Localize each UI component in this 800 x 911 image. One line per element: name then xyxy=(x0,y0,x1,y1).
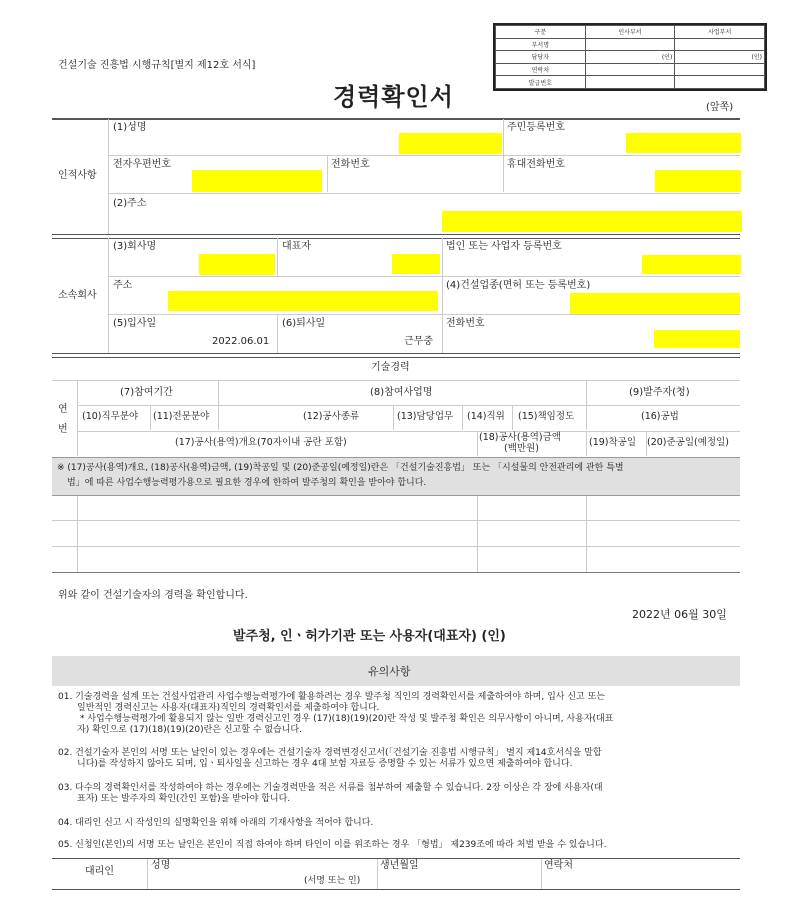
biz-no-label: 법인 또는 사업자 등록번호 xyxy=(446,241,562,252)
mobile-label: 휴대전화번호 xyxy=(507,159,565,170)
company-address-redaction xyxy=(168,291,438,311)
duty-header: (10)직무분야 xyxy=(82,411,139,422)
start-date-header: (19)착공일 xyxy=(589,437,637,448)
stamp-header-category: 구분 xyxy=(496,26,586,39)
name-label: (1)성명 xyxy=(113,122,147,133)
stamp-seal-biz: (인) xyxy=(675,51,765,64)
rrn-redaction xyxy=(626,133,741,153)
agent-birth-label: 생년월일 xyxy=(380,860,419,871)
license-redaction xyxy=(570,293,740,315)
form-reference: 건설기술 진흥법 시행규칙[별지 제12호 서식] xyxy=(58,60,256,71)
seq-label-1: 연 xyxy=(58,404,68,415)
amount-header: (18)공사(용역)금액 xyxy=(479,432,561,443)
company-tel-redaction xyxy=(654,330,740,348)
note-3-line-2: 표자) 또는 발주자의 확인(간인 포함)을 받아야 합니다. xyxy=(77,794,291,804)
method-header: (16)공법 xyxy=(641,411,679,422)
agent-label: 대리인 xyxy=(85,866,114,877)
stamp-dept-label: 부서명 xyxy=(496,38,586,51)
table-row xyxy=(52,520,740,521)
note-4: 04. 대리인 신고 시 작성인의 실명확인을 위해 아래의 기재사항을 적어야 합니다. xyxy=(58,818,374,828)
seq-label-2: 번 xyxy=(58,424,68,435)
company-tel-label: 전화번호 xyxy=(446,318,485,329)
ceo-redaction xyxy=(392,254,440,274)
confirm-signer: 발주청, 인ㆍ허가기관 또는 사용자(대표자) (인) xyxy=(233,629,506,644)
note-5: 05. 신청인(본인)의 서명 또는 날인은 본인이 직접 하여야 하며 타인이 이를 위조하는 경우 「형법」 제239조에 따라 처벌 받을 수 있습니다. xyxy=(58,840,607,850)
note-1-line-2: 일반적인 경력신고는 사용자(대표자)직인의 경력확인서를 제출하여야 합니다. xyxy=(77,703,380,713)
address-redaction xyxy=(442,211,742,232)
ceo-label: 대표자 xyxy=(282,241,311,252)
agent-name-label: 성명 xyxy=(151,860,171,871)
career-notice-line-1: ※ (17)공사(용역)개요, (18)공사(용역)금액, (19)착공일 및 (20)준공일(예정일)란은 「건설기술진흥법」 또는 「시설물의 안전관리에 관한 특별 xyxy=(57,463,624,473)
agent-contact-label: 연락처 xyxy=(544,860,573,871)
spec-header: (11)전문분야 xyxy=(153,411,210,422)
table-row xyxy=(52,546,740,547)
period-header: (7)참여기간 xyxy=(120,387,173,398)
notes-title: 유의사항 xyxy=(368,665,411,678)
section-top-rule xyxy=(52,118,740,120)
career-notice-line-2: 법」에 따른 사업수행능력평가용으로 필요한 경우에 한하여 발주청의 확인을 받아야 합니다. xyxy=(67,478,427,488)
stamp-header-biz: 사업부서 xyxy=(675,26,765,39)
amount-unit: (백만원) xyxy=(504,443,539,454)
summary-header: (17)공사(용역)개요(70자이내 공란 포함) xyxy=(175,437,347,448)
confirm-date: 2022년 06월 30일 xyxy=(632,608,727,621)
position-header: (14)직위 xyxy=(467,411,505,422)
mobile-redaction xyxy=(655,170,741,192)
note-1-line-1: 01. 기술경력을 설계 또는 건설사업관리 사업수행능력평가에 활용하려는 경우 발주청 직인의 경력확인서를 제출하여야 하며, 입사 신고 또는 xyxy=(58,692,605,702)
license-label: (4)건설업종(면허 또는 등록번호) xyxy=(446,280,591,291)
page-title: 경력확인서 xyxy=(333,83,454,111)
stamp-issue-no-label: 발급번호 xyxy=(496,76,586,89)
page-side: (앞쪽) xyxy=(706,102,734,113)
personal-section-label: 인적사항 xyxy=(58,170,97,181)
confirm-text: 위와 같이 건설기술자의 경력을 확인합니다. xyxy=(58,590,248,601)
zip-redaction xyxy=(192,170,322,192)
note-1-line-4: 자) 확인으로 (17)(18)(19)(20)란은 신고할 수 없습니다. xyxy=(77,725,302,735)
note-1-line-3: * 사업수행능력평가에 활용되지 않는 일반 경력신고인 경우 (17)(18)(19)(20)란 작성 및 발주청 확인은 의무사항이 아니며, 사용자(대표 xyxy=(80,714,614,724)
leave-date-label: (6)퇴사일 xyxy=(282,318,326,329)
career-section-label: 기술경력 xyxy=(371,362,410,373)
company-section-label: 소속회사 xyxy=(58,290,97,301)
stamp-seal-hr: (인) xyxy=(585,51,675,64)
company-address-label: 주소 xyxy=(113,280,133,291)
task-header: (13)담당업무 xyxy=(397,411,454,422)
note-2-line-1: 02. 건설기술자 본인의 서명 또는 날인이 있는 경우에는 건설기술자 경력변경신고서(「건설기술 진흥법 시행규칙」 별지 제14호서식을 말합 xyxy=(58,748,602,758)
company-name-redaction xyxy=(199,254,275,275)
rrn-label: 주민등록번호 xyxy=(507,122,565,133)
join-date-value: 2022.06.01 xyxy=(212,336,270,347)
work-type-header: (12)공사종류 xyxy=(303,411,360,422)
end-date-header: (20)준공일(예정일) xyxy=(647,437,729,448)
phone-label: 전화번호 xyxy=(331,159,370,170)
note-3-line-1: 03. 다수의 경력확인서를 작성하여야 하는 경우에는 기술경력만을 적은 서류를 첨부하여 제출할 수 있습니다. 2장 이상은 각 장에 사용자(대 xyxy=(58,783,603,793)
join-date-label: (5)입사일 xyxy=(113,318,157,329)
agent-sign-note: (서명 또는 인) xyxy=(304,876,361,886)
resp-header: (15)책임정도 xyxy=(518,411,575,422)
name-redaction xyxy=(399,133,502,154)
stamp-contact-label: 연락처 xyxy=(496,63,586,76)
issuer-stamp-table xyxy=(493,23,767,91)
project-header: (8)참여사업명 xyxy=(370,387,433,398)
client-header: (9)발주자(청) xyxy=(629,387,690,398)
leave-date-value: 근무중 xyxy=(404,336,433,347)
zip-label: 전자우편번호 xyxy=(113,159,171,170)
stamp-header-hr: 인사부서 xyxy=(585,26,675,39)
biz-no-redaction xyxy=(642,255,741,274)
stamp-officer-label: 담당자 xyxy=(496,51,586,64)
company-name-label: (3)회사명 xyxy=(113,241,157,252)
address-label: (2)주소 xyxy=(113,198,147,209)
note-2-line-2: 니다)를 작성하지 않아도 되며, 입ㆍ퇴사일을 신고하는 경우 4대 보험 자료등 증명할 수 있는 서류가 있으면 제출하여야 합니다. xyxy=(77,759,573,769)
